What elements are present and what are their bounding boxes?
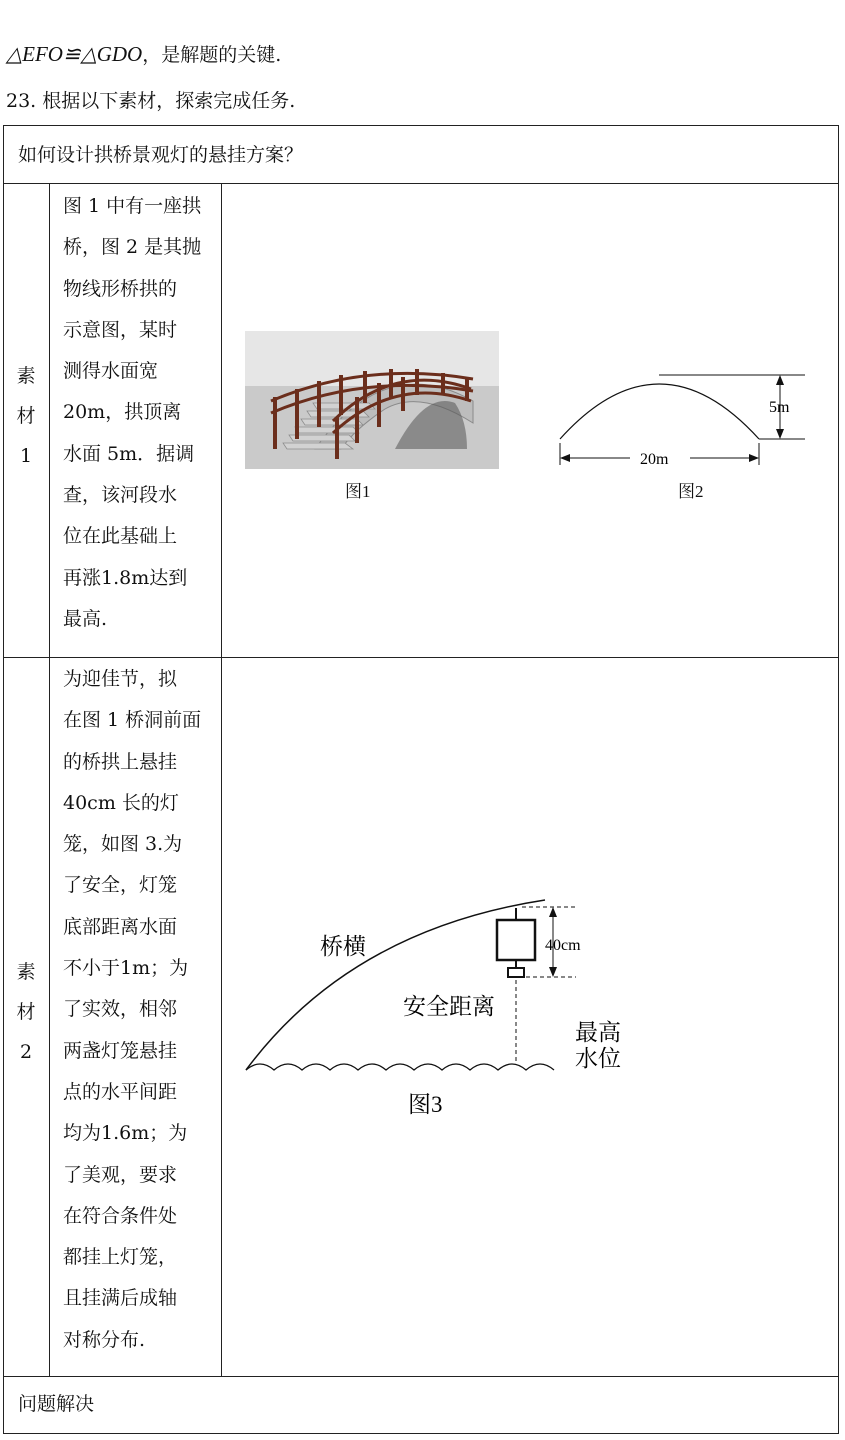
fig3-highest-label: 最高 xyxy=(575,1020,621,1045)
table-col-divider-1 xyxy=(49,183,50,1376)
text-line: 都挂上灯笼， xyxy=(63,1246,178,1269)
figure3-lantern-diagram xyxy=(240,890,640,1130)
material2-label-char: 材 xyxy=(16,1001,36,1023)
table-divider-header xyxy=(3,183,839,184)
text-line: 水面 5m．据调 xyxy=(63,442,195,465)
text-line: 20m，拱顶离 xyxy=(63,401,182,424)
fig3-bridge-label: 桥横 xyxy=(320,934,366,959)
text-line: 对称分布. xyxy=(63,1328,146,1351)
material1-label-char: 1 xyxy=(19,445,33,467)
water-surface-wave xyxy=(246,1064,554,1070)
text-line: 底部距离水面 xyxy=(63,915,178,938)
material1-label xyxy=(10,356,42,476)
material2-label-char: 2 xyxy=(19,1041,33,1063)
fig3-safety-label: 安全距离 xyxy=(403,994,495,1019)
text-line: 在符合条件处 xyxy=(63,1204,178,1227)
lantern-body xyxy=(497,920,535,960)
material2-label-char: 素 xyxy=(16,961,36,983)
text-line: 两盏灯笼悬挂 xyxy=(63,1039,178,1062)
table-divider-footer xyxy=(3,1376,839,1377)
material1-text xyxy=(63,186,218,640)
question-number: 23. xyxy=(6,90,37,112)
figure3-caption: 图3 xyxy=(408,1092,443,1117)
material1-label-char: 材 xyxy=(16,405,36,427)
text-line: 位在此基础上 xyxy=(63,525,178,548)
text-line: 图 1 中有一座拱 xyxy=(63,195,202,217)
text-line: 点的水平间距 xyxy=(63,1080,178,1103)
material2-text xyxy=(63,659,218,1361)
text-line: 40cm 长的灯 xyxy=(63,791,179,814)
figure2-parabola-diagram xyxy=(550,365,815,473)
text-line: 为迎佳节，拟 xyxy=(63,668,178,690)
text-line: 再涨1.8m达到 xyxy=(63,566,188,589)
text-line: 物线形桥拱的 xyxy=(63,277,178,300)
text-line: 均为1.6m；为 xyxy=(63,1122,188,1145)
text-line: 桥，图 2 是其抛 xyxy=(63,236,202,259)
text-line: 测得水面宽 xyxy=(63,360,159,383)
fig3-water-level-label: 水位 xyxy=(575,1046,621,1071)
material2-label xyxy=(10,952,42,1072)
parabola-arch xyxy=(560,384,759,439)
text-line: 笼，如图 3.为 xyxy=(63,833,183,856)
text-line: 了美观，要求 xyxy=(63,1163,178,1186)
question-line xyxy=(6,86,295,113)
text-line: 了实效，相邻 xyxy=(63,998,178,1021)
previous-solution-text: ，是解题的关键. xyxy=(142,44,282,66)
table-header: 如何设计拱桥景观灯的悬挂方案？ xyxy=(18,144,304,166)
table-footer: 问题解决 xyxy=(18,1393,95,1415)
figure2-caption: 图2 xyxy=(678,482,704,501)
table-divider-material xyxy=(3,657,839,658)
question-text: 根据以下素材，探索完成任务. xyxy=(42,90,296,112)
text-line: 的桥拱上悬挂 xyxy=(63,750,178,773)
figure1-caption: 图1 xyxy=(345,482,371,501)
text-line: 不小于1m；为 xyxy=(63,957,189,980)
figure1-bridge-illustration xyxy=(245,331,499,469)
fig2-height-label: 5m xyxy=(769,399,790,416)
text-line: 在图 1 桥洞前面 xyxy=(63,709,202,732)
text-line: 且挂满后成轴 xyxy=(63,1287,178,1310)
fig2-width-label: 20m xyxy=(640,451,669,468)
lantern-tassel xyxy=(508,968,524,977)
text-line: 最高. xyxy=(63,607,108,630)
table-col-divider-2 xyxy=(221,183,222,1376)
text-line: 查，该河段水 xyxy=(63,484,178,507)
text-line: 了安全，灯笼 xyxy=(63,874,178,897)
text-line: 示意图，某时 xyxy=(63,318,178,341)
congruence-expression: △EFO≌△GDO xyxy=(6,42,143,66)
fig3-lantern-length-label: 40cm xyxy=(545,937,581,954)
material1-label-char: 素 xyxy=(16,365,36,387)
previous-solution-line xyxy=(6,40,281,67)
